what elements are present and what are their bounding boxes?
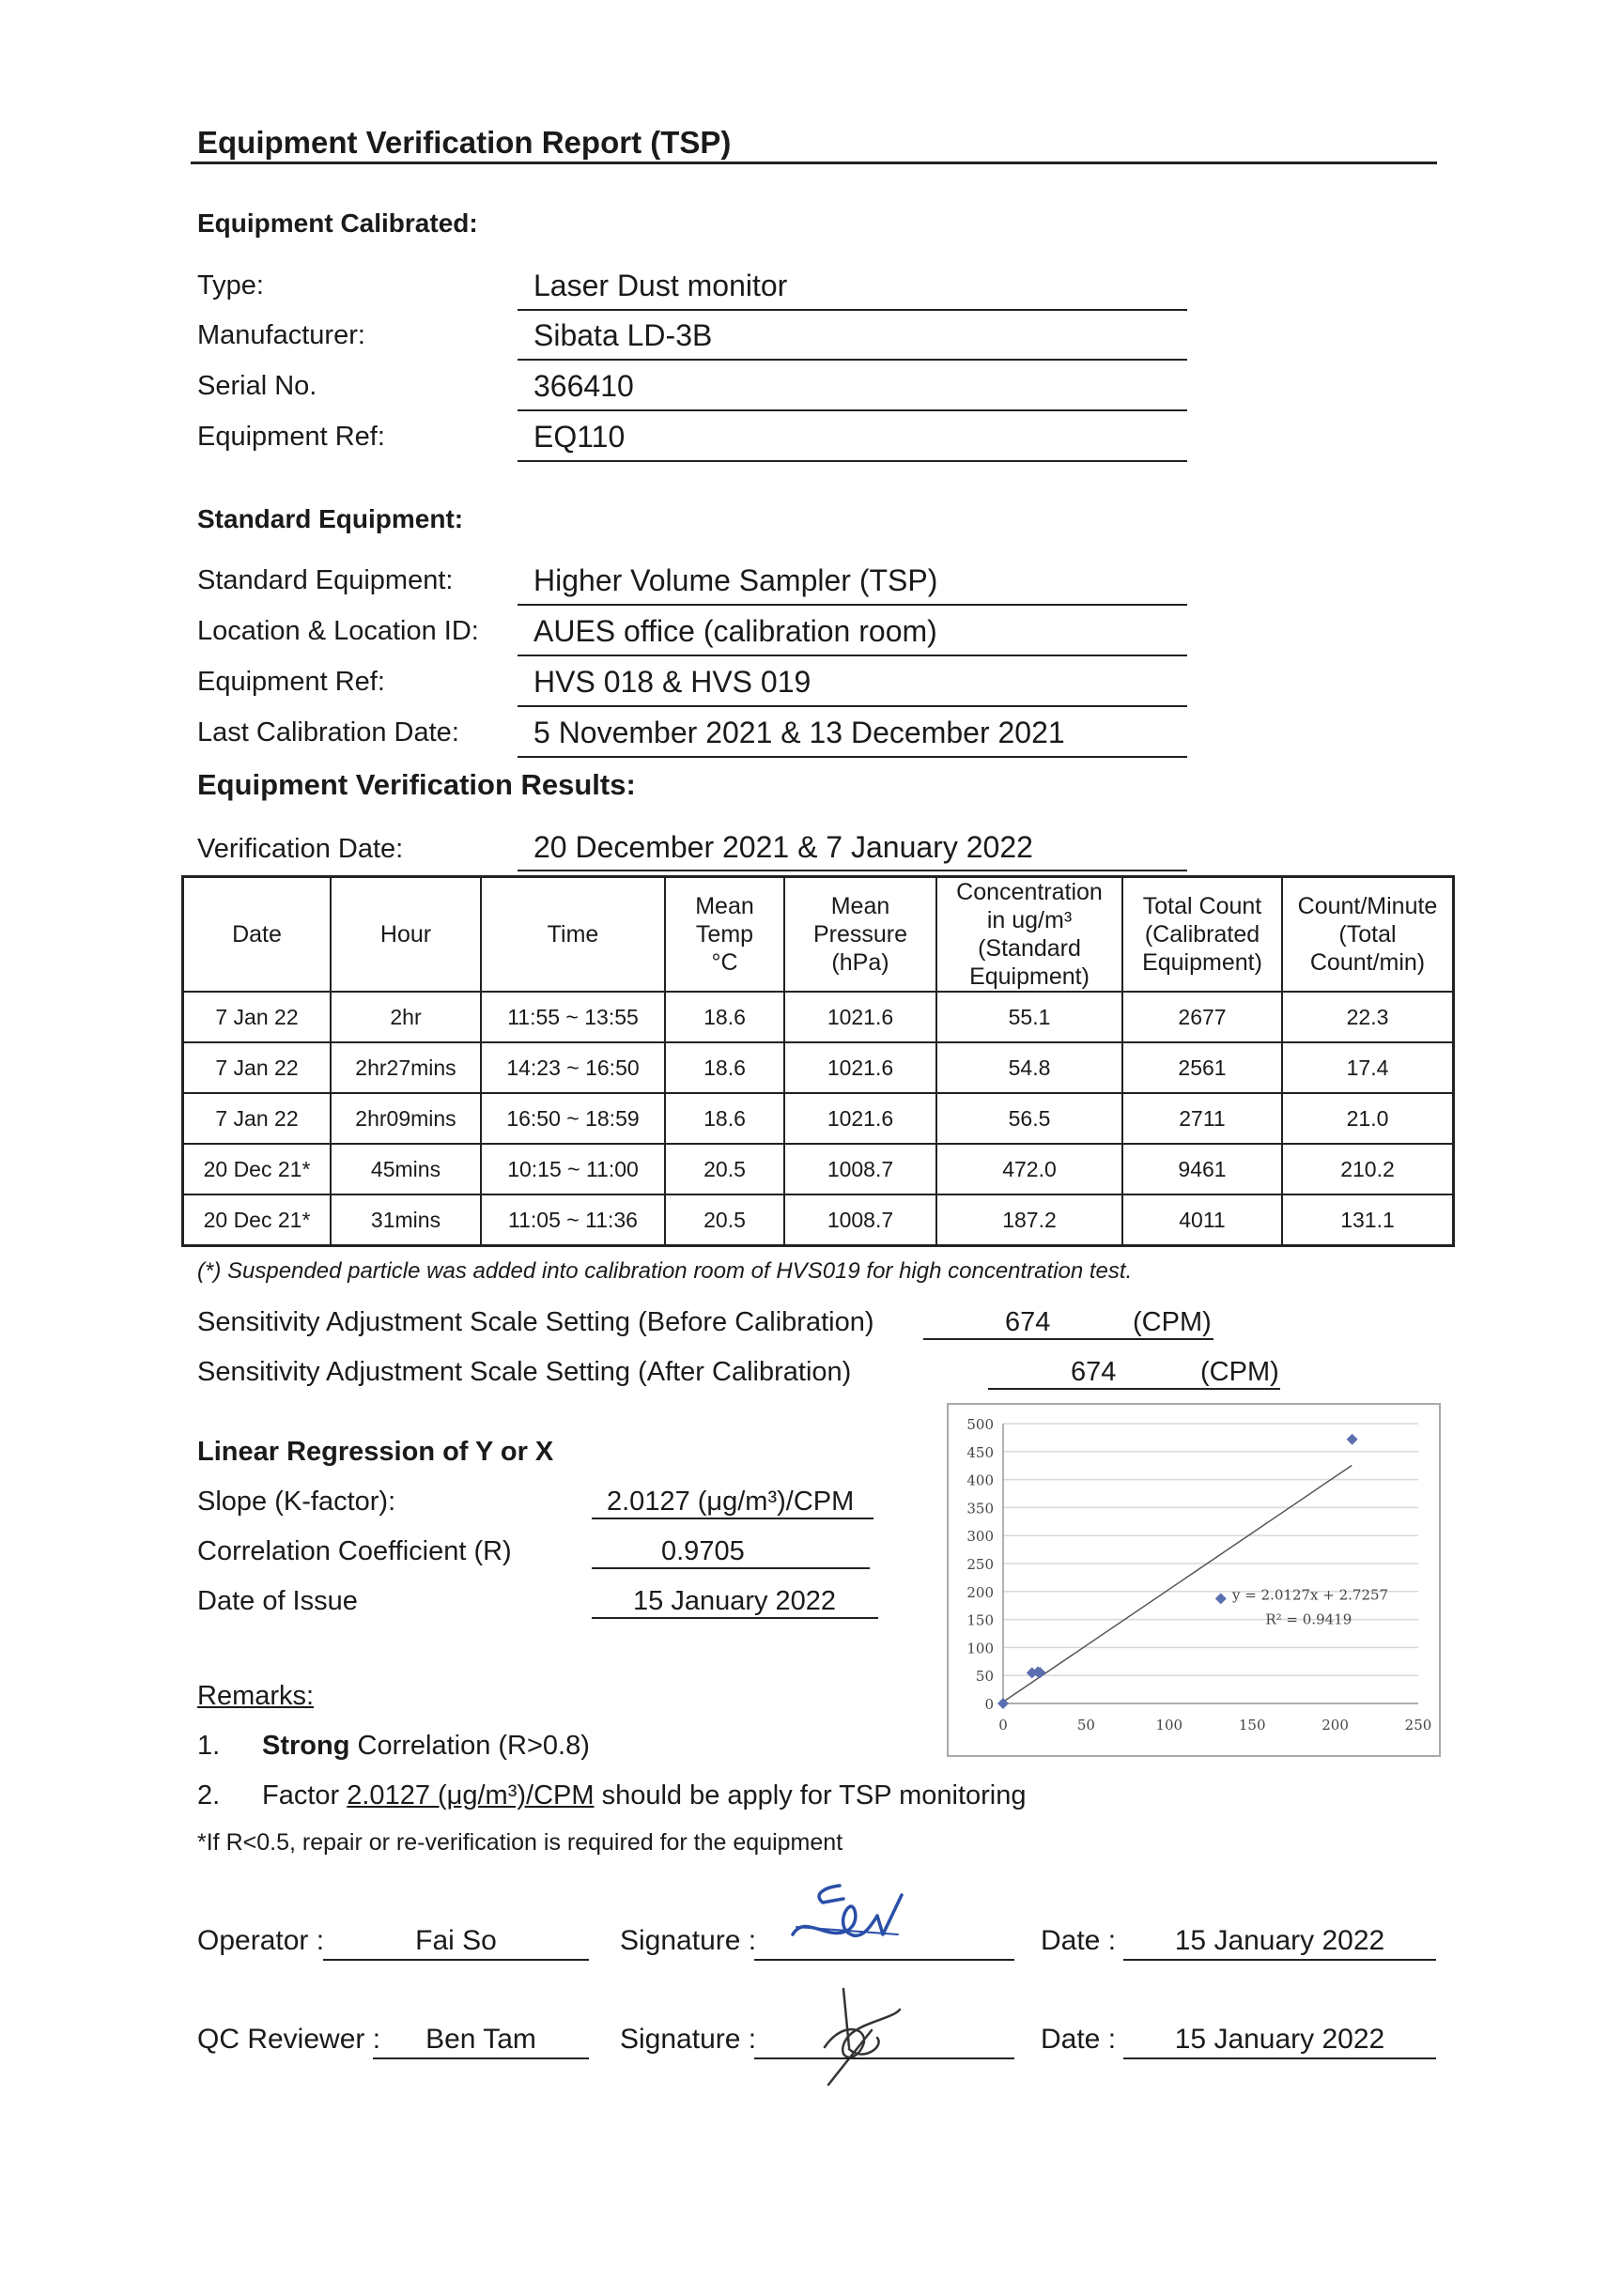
col-mean-pressure: Mean Pressure (hPa) [784, 877, 936, 993]
reviewer-label: QC Reviewer : [197, 2024, 381, 2055]
sensitivity-before-unit: (CPM) [1133, 1307, 1212, 1337]
reviewer-value: Ben Tam [425, 2024, 536, 2055]
remark-2-number: 2. [197, 1780, 221, 1811]
standard-ref-label: Equipment Ref: [197, 667, 385, 697]
slope-value: 2.0127 (μg/m³)/CPM [607, 1487, 855, 1517]
remark-2-post: should be apply for TSP monitoring [594, 1780, 1027, 1811]
cell: 10:15 ~ 11:00 [481, 1144, 665, 1194]
cell: 1008.7 [784, 1144, 936, 1194]
remark-2 [262, 1780, 1027, 1811]
cell: 17.4 [1282, 1042, 1454, 1093]
cell: 18.6 [665, 992, 784, 1042]
regression-heading: Linear Regression of Y or X [197, 1437, 554, 1467]
sensitivity-after-label: Sensitivity Adjustment Scale Setting (After Calibration) [197, 1357, 852, 1387]
report-title: Equipment Verification Report (TSP) [197, 125, 732, 160]
cell: 210.2 [1282, 1144, 1454, 1194]
verification-date-label: Verification Date: [197, 834, 404, 864]
table-row [183, 1042, 1454, 1093]
remark-1-text: Correlation (R>0.8) [349, 1731, 590, 1761]
cell: 1021.6 [784, 1093, 936, 1144]
y-tick-label: 50 [975, 1668, 994, 1686]
operator-date-value: 15 January 2022 [1174, 1925, 1385, 1956]
trendline-equation: y = 2.0127x + 2.7257 [1231, 1586, 1389, 1604]
table-row [183, 1194, 1454, 1246]
y-tick-label: 350 [966, 1500, 994, 1518]
table-header-row [183, 877, 1454, 993]
cell: 11:05 ~ 11:36 [481, 1194, 665, 1246]
y-tick-label: 150 [966, 1611, 994, 1629]
standard-heading: Standard Equipment: [197, 504, 464, 533]
cell: 131.1 [1282, 1194, 1454, 1246]
cell: 2hr09mins [331, 1093, 481, 1144]
operator-date-label: Date : [1041, 1925, 1117, 1956]
operator-underline [323, 1959, 589, 1961]
sensitivity-before-value: 674 [1005, 1307, 1051, 1337]
title-divider [191, 162, 1437, 164]
standard-equipment-value: Higher Volume Sampler (TSP) [533, 563, 938, 597]
cell: 45mins [331, 1144, 481, 1194]
reviewer-date-value: 15 January 2022 [1174, 2024, 1385, 2055]
cell: 9461 [1122, 1144, 1282, 1194]
cell: 55.1 [936, 992, 1122, 1042]
cell: 4011 [1122, 1194, 1282, 1246]
data-point [1215, 1593, 1227, 1604]
last-calibration-underline [518, 756, 1187, 758]
remark-1-strong: Strong [262, 1731, 350, 1761]
remark-2-factor: 2.0127 (μg/m³)/CPM [347, 1780, 595, 1811]
remark-1 [262, 1731, 590, 1762]
sensitivity-before-label: Sensitivity Adjustment Scale Setting (Before Calibration) [197, 1307, 874, 1337]
cell: 7 Jan 22 [183, 992, 332, 1042]
cell: 18.6 [665, 1042, 784, 1093]
y-tick-label: 0 [984, 1696, 994, 1713]
cell: 31mins [331, 1194, 481, 1246]
table-row [183, 1093, 1454, 1144]
corr-label: Correlation Coefficient (R) [197, 1536, 512, 1566]
y-tick-label: 300 [966, 1528, 994, 1546]
type-value: Laser Dust monitor [533, 269, 788, 302]
cell: 2677 [1122, 992, 1282, 1042]
cell: 20 Dec 21* [183, 1144, 332, 1194]
manufacturer-underline [518, 359, 1187, 361]
cell: 2561 [1122, 1042, 1282, 1093]
remark-note: *If R<0.5, repair or re-verification is required for the equipment [197, 1829, 843, 1856]
standard-equipment-label: Standard Equipment: [197, 565, 454, 595]
y-tick-label: 250 [966, 1556, 994, 1573]
x-tick-label: 100 [1155, 1717, 1183, 1734]
col-time: Time [481, 877, 665, 993]
issue-label: Date of Issue [197, 1586, 358, 1616]
data-point [1347, 1434, 1358, 1445]
reviewer-signature-mark [806, 1981, 919, 2094]
y-tick-label: 450 [966, 1443, 994, 1461]
cell: 1021.6 [784, 1042, 936, 1093]
verification-date-value: 20 December 2021 & 7 January 2022 [533, 830, 1033, 864]
table-row [183, 992, 1454, 1042]
type-underline [518, 309, 1187, 311]
calibrated-heading: Equipment Calibrated: [197, 208, 478, 238]
last-calibration-label: Last Calibration Date: [197, 717, 459, 747]
remarks-heading: Remarks: [197, 1681, 315, 1711]
x-tick-label: 50 [1076, 1717, 1095, 1734]
equipment-ref-value: EQ110 [533, 420, 626, 454]
standard-ref-value: HVS 018 & HVS 019 [533, 665, 812, 699]
cell: 20.5 [665, 1144, 784, 1194]
reviewer-signature [806, 1981, 919, 2094]
y-tick-label: 100 [966, 1640, 994, 1657]
sensitivity-after-unit: (CPM) [1200, 1357, 1279, 1387]
equipment-ref-label: Equipment Ref: [197, 422, 385, 452]
operator-signature-label: Signature : [620, 1925, 757, 1956]
y-tick-label: 400 [966, 1472, 994, 1489]
operator-signature-underline [754, 1959, 1014, 1961]
table-footnote: (*) Suspended particle was added into calibration room of HVS019 for high concentration test. [197, 1258, 1133, 1284]
sensitivity-after-value: 674 [1071, 1357, 1117, 1387]
results-heading: Equipment Verification Results: [197, 768, 636, 801]
cell: 56.5 [936, 1093, 1122, 1144]
operator-value: Fai So [415, 1925, 497, 1956]
regression-chart [947, 1403, 1441, 1757]
results-table [181, 875, 1455, 1247]
y-tick-label: 200 [966, 1583, 994, 1601]
remark-1-number: 1. [197, 1731, 221, 1761]
location-underline [518, 655, 1187, 656]
corr-underline [592, 1567, 870, 1569]
cell: 7 Jan 22 [183, 1093, 332, 1144]
col-date: Date [183, 877, 332, 993]
y-tick-label: 500 [966, 1416, 994, 1433]
serial-value: 366410 [533, 369, 634, 403]
cell: 187.2 [936, 1194, 1122, 1246]
r-squared-label: R² = 0.9419 [1265, 1610, 1352, 1628]
issue-underline [592, 1617, 878, 1619]
type-label: Type: [197, 270, 264, 300]
cell: 7 Jan 22 [183, 1042, 332, 1093]
col-hour: Hour [331, 877, 481, 993]
col-mean-temp: Mean Temp °C [665, 877, 784, 993]
operator-label: Operator : [197, 1925, 325, 1956]
corr-value: 0.9705 [661, 1536, 745, 1566]
col-count-minute: Count/Minute (Total Count/min) [1282, 877, 1454, 993]
chart-svg [949, 1405, 1439, 1755]
location-label: Location & Location ID: [197, 616, 479, 646]
remark-2-pre: Factor [262, 1780, 348, 1811]
location-value: AUES office (calibration room) [533, 614, 937, 648]
standard-equipment-underline [518, 604, 1187, 606]
cell: 472.0 [936, 1144, 1122, 1194]
x-tick-label: 250 [1404, 1717, 1432, 1734]
table-row [183, 1144, 1454, 1194]
verification-date-underline [518, 870, 1187, 871]
cell: 1021.6 [784, 992, 936, 1042]
cell: 2hr27mins [331, 1042, 481, 1093]
x-tick-label: 150 [1238, 1717, 1266, 1734]
manufacturer-value: Sibata LD-3B [533, 318, 713, 352]
cell: 20.5 [665, 1194, 784, 1246]
sensitivity-after-underline [988, 1388, 1280, 1390]
last-calibration-value: 5 November 2021 & 13 December 2021 [533, 716, 1065, 749]
serial-underline [518, 409, 1187, 411]
cell: 18.6 [665, 1093, 784, 1144]
trendline [1003, 1465, 1352, 1702]
x-tick-label: 200 [1322, 1717, 1349, 1734]
col-total-count: Total Count (Calibrated Equipment) [1122, 877, 1282, 993]
operator-signature [785, 1878, 917, 1963]
manufacturer-label: Manufacturer: [197, 320, 365, 350]
issue-value: 15 January 2022 [633, 1586, 837, 1616]
cell: 54.8 [936, 1042, 1122, 1093]
cell: 11:55 ~ 13:55 [481, 992, 665, 1042]
cell: 16:50 ~ 18:59 [481, 1093, 665, 1144]
cell: 2711 [1122, 1093, 1282, 1144]
reviewer-underline [373, 2057, 589, 2059]
reviewer-date-underline [1123, 2057, 1436, 2059]
operator-date-underline [1123, 1959, 1436, 1961]
cell: 22.3 [1282, 992, 1454, 1042]
slope-label: Slope (K-factor): [197, 1487, 396, 1517]
operator-signature-mark [785, 1878, 917, 1963]
serial-label: Serial No. [197, 371, 317, 401]
col-concentration: Concentration in ug/m³ (Standard Equipment) [936, 877, 1122, 993]
x-tick-label: 0 [998, 1717, 1008, 1734]
slope-underline [592, 1518, 873, 1519]
cell: 20 Dec 21* [183, 1194, 332, 1246]
cell: 1008.7 [784, 1194, 936, 1246]
equipment-ref-underline [518, 460, 1187, 462]
cell: 14:23 ~ 16:50 [481, 1042, 665, 1093]
reviewer-signature-label: Signature : [620, 2024, 757, 2055]
cell: 2hr [331, 992, 481, 1042]
sensitivity-before-underline [923, 1338, 1213, 1340]
reviewer-date-label: Date : [1041, 2024, 1117, 2055]
reviewer-signature-underline [754, 2057, 1014, 2059]
cell: 21.0 [1282, 1093, 1454, 1144]
standard-ref-underline [518, 705, 1187, 707]
